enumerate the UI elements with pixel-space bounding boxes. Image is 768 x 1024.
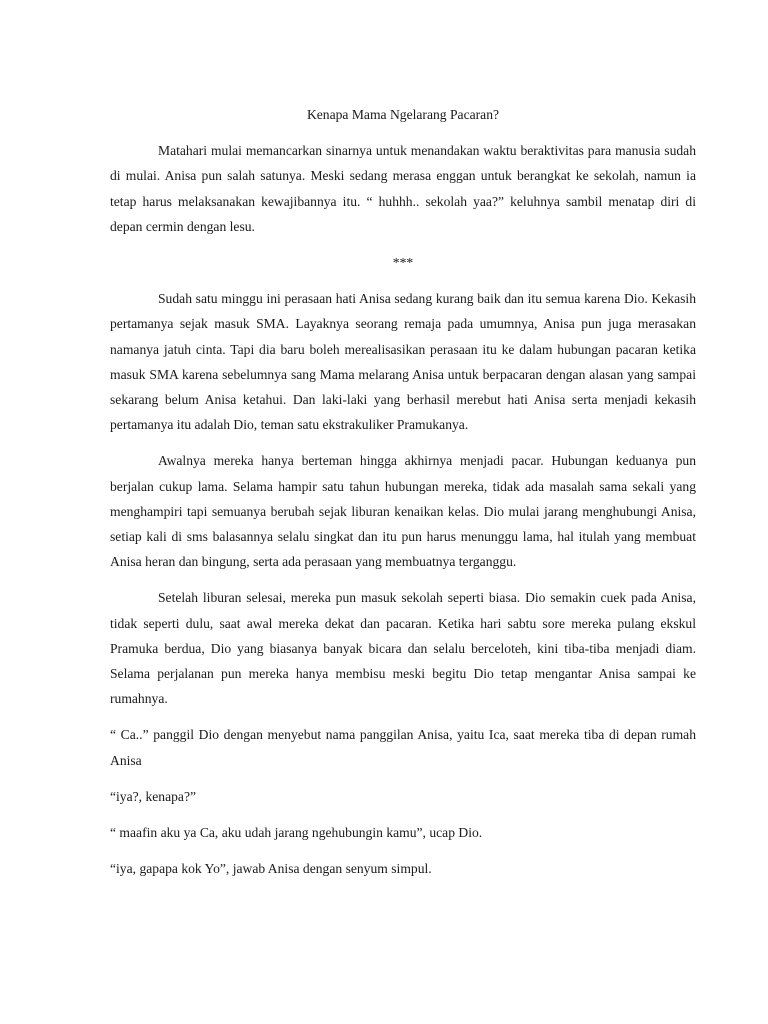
paragraph-3: Awalnya mereka hanya berteman hingga akhirnya menjadi pacar. Hubungan keduanya pun berjalan cukup lama. Selama hampir satu tahun hubungan mereka, tidak ada masalah sama sekali yang menghampiri tapi semuanya berubah sejak liburan kenaikan kelas. Dio mulai jarang menghubungi Anisa, setiap kali di sms balasannya selalu singkat dan itu pun harus menunggu lama, hal itulah yang membuat Anisa heran dan bingung, serta ada perasaan yang membuatnya terganggu. bbox=[110, 453, 696, 570]
paragraph-4: Setelah liburan selesai, mereka pun masuk sekolah seperti biasa. Dio semakin cuek pada Anisa, tidak seperti dulu, saat awal mereka dekat dan pacaran. Ketika hari sabtu sore mereka pulang ekskul Pramuka berdua, Dio yang biasanya banyak bicara dan selalu berceloteh, kini tiba-tiba menjadi diam. Selama perjalanan pun mereka hanya membisu meski begitu Dio tetap mengantar Anisa sampai ke rumahnya. bbox=[110, 590, 696, 707]
paragraph-1: Matahari mulai memancarkan sinarnya untuk menandakan waktu beraktivitas para manusia sudah di mulai. Anisa pun salah satunya. Meski sedang merasa enggan untuk berangkat ke sekolah, namun ia tetap harus melaksanakan kewajibannya itu. “ huhhh.. sekolah yaa?” keluhnya sambil menatap diri di depan cermin dengan lesu. bbox=[110, 143, 696, 234]
dialogue-2: “iya?, kenapa?” bbox=[110, 788, 197, 804]
dialogue-1: “ Ca..” panggil Dio dengan menyebut nama panggilan Anisa, yaitu Ica, saat mereka tiba di depan rumah Anisa bbox=[110, 727, 696, 768]
paragraph-2: Sudah satu minggu ini perasaan hati Anisa sedang kurang baik dan itu semua karena Dio. Kekasih pertamanya sejak masuk SMA. Layaknya seorang remaja pada umumnya, Anisa pun juga merasakan namanya jatuh cinta. Tapi dia baru boleh merealisasikan perasaan itu ke dalam hubungan pacaran ketika masuk SMA karena sebelumnya sang Mama melarang Anisa untuk berpacaran dengan alasan yang sampai sekarang belum Anisa ketahui. Dan laki-laki yang berhasil merebut hati Anisa serta menjadi kekasih pertamanya itu adalah Dio, teman satu ekstrakuliker Pramukanya. bbox=[110, 291, 696, 433]
section-separator: *** bbox=[392, 255, 414, 271]
dialogue-3: “ maafin aku ya Ca, aku udah jarang ngehubungin kamu”, ucap Dio. bbox=[110, 825, 483, 841]
dialogue-4: “iya, gapapa kok Yo”, jawab Anisa dengan senyum simpul. bbox=[110, 861, 432, 877]
document-title: Kenapa Mama Ngelarang Pacaran? bbox=[306, 107, 500, 122]
